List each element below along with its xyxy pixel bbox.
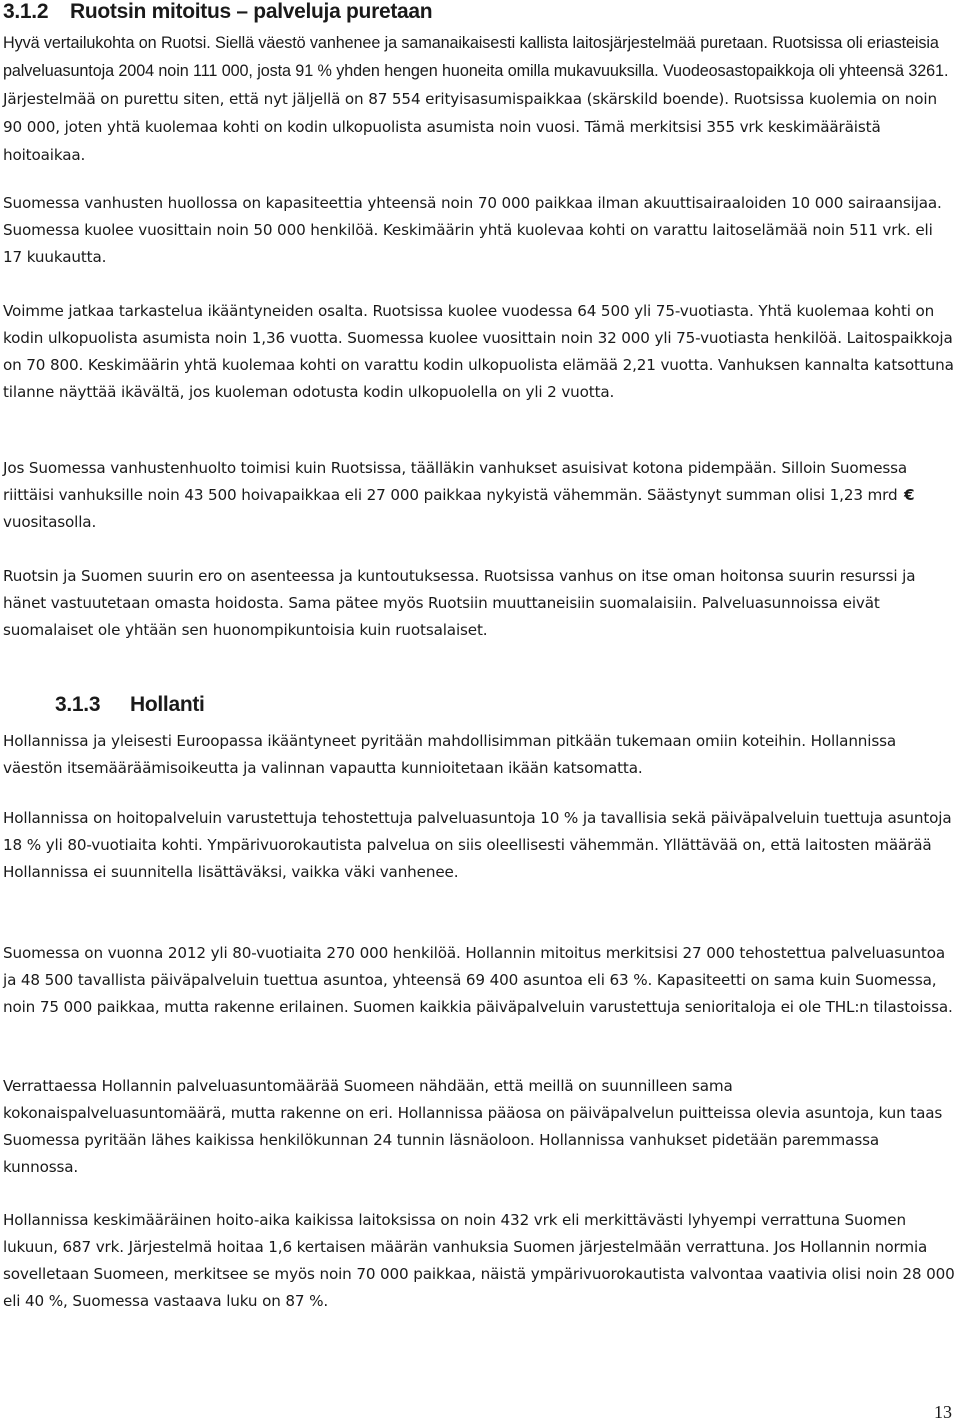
paragraph-ruotsi-intro <box>3 29 955 169</box>
paragraph-hoitoaika: Hollannissa keskimääräinen hoito-aika kaikissa laitoksissa on noin 432 vrk eli merkittävästi lyhyempi verrattuna Suomen lukuun, 687 vrk. Järjestelmä hoitaa 1,6 kertaisen määrän vanhuksia Suomen järjestelmään verrattuna. Jos Hollannin normia sovelletaan Suomeen, merkitsee se myös noin 70 000 paikkaa, näistä ympärivuorokautista valvontaa vaativia olisi noin 28 000 eli 40 %, Suomessa vastaava luku on 87 %. <box>3 1211 955 1310</box>
section-title: Hollanti <box>130 693 205 716</box>
paragraph-saasto <box>3 455 955 536</box>
paragraph-ruotsi-intro-part2: Järjestelmää on purettu siten, että nyt jäljellä on 87 554 erityisasumispaikkaa (skärskild boende). Ruotsissa kuolemia on noin 90 000, joten yhtä kuolemaa kohti on kodin ulkopuolista asumista noin vuosi. Tämä merkitsisi 355 vrk keskimääräistä hoitoaikaa. <box>3 90 937 164</box>
paragraph-saasto-text: Jos Suomessa vanhustenhuolto toimisi kuin Ruotsissa, täälläkin vanhukset asuisivat kotona pidempään. Silloin Suomessa riittäisi vanhuksille noin 43 500 hoivapaikkaa eli 27 000 paikkaa nykyistä vähemmän. Säästynyt summan olisi 1,23 mrd <box>3 459 908 504</box>
section-number: 3.1.3 <box>55 693 101 716</box>
paragraph-asenne: Ruotsin ja Suomen suurin ero on asenteessa ja kuntoutuksessa. Ruotsissa vanhus on itse oman hoitonsa suurin resurssi ja hänet vastuutetaan omasta hoidosta. Sama pätee myös Ruotsiin muuttaneisiin suomalaisiin. Palveluasunnoissa eivät suomalaiset ole yhtään sen huonompikuntoisia kuin ruotsalaiset. <box>3 567 916 639</box>
paragraph-ikaantyneet: Voimme jatkaa tarkastelua ikääntyneiden osalta. Ruotsissa kuolee vuodessa 64 500 yli 75-vuotiasta. Yhtä kuolemaa kohti on kodin ulkopuolista asumista noin 1,36 vuotta. Suomessa kuolee vuosittain noin 32 000 yli 75-vuotiasta henkilöä. Laitospaikkoja on 70 800. Keskimäärin yhtä kuolemaa kohti on varattu kodin ulkopuolista elämää 2,21 vuotta. Vanhuksen kannalta katsottuna tilanne näyttää ikävältä, jos kuoleman odotusta kodin ulkopuolella on yli 2 vuotta. <box>3 302 954 401</box>
euro-symbol: € <box>903 486 915 504</box>
paragraph-vertailu: Verrattaessa Hollannin palveluasuntomäärää Suomeen nähdään, että meillä on suunnilleen sama kokonaispalveluasuntomäärä, mutta rakenne on eri. Hollannissa pääosa on päiväpalvelun puitteissa olevia asuntoja, kun taas Suomessa pyritään lähes kaikissa henkilökunnan 24 tunnin läsnäoloon. Hollannissa vanhukset pidetään paremmassa kunnossa. <box>3 1077 943 1176</box>
paragraph-saasto-end: vuositasolla. <box>3 513 97 531</box>
section-title: Ruotsin mitoitus – palveluja puretaan <box>70 0 433 23</box>
section-heading-hollanti <box>55 693 205 717</box>
paragraph-hollanti-mitoitus: Suomessa on vuonna 2012 yli 80-vuotiaita 270 000 henkilöä. Hollannin mitoitus merkitsisi 27 000 tehostettua palveluasuntoa ja 48 500 tavallista päiväpalveluin tuettua asuntoa, yhteensä 69 400 asuntoa eli 63 %. Kapasiteetti on sama kuin Suomessa, noin 75 000 paikkaa, mutta rakenne erilainen. Suomen kaikkia päiväpalveluin varustettuja senioritaloja ei ole THL:n tilastoissa. <box>3 944 953 1016</box>
paragraph-ruotsi-intro-part1: Hyvä vertailukohta on Ruotsi. Siellä väestö vanhenee ja samanaikaisesti kallista laitosjärjestelmää puretaan. Ruotsissa oli eriasteisia palveluasuntoja 2004 noin 111 000, josta 91 % yhden hengen huoneita omilla mukavuuksilla. Vuodeosastopaikkoja oli yhteensä 3261. <box>3 34 949 80</box>
paragraph-hollanti-koti: Hollannissa ja yleisesti Euroopassa ikääntyneet pyritään mahdollisimman pitkään tukemaan omiin koteihin. Hollannissa väestön itsemääräämisoikeutta ja valinnan vapautta kunnioitetaan ikään katsomatta. <box>3 732 897 777</box>
page-number: 13 <box>934 1402 952 1422</box>
section-number: 3.1.2 <box>3 0 49 23</box>
paragraph-suomi-capacity: Suomessa vanhusten huollossa on kapasiteettia yhteensä noin 70 000 paikkaa ilman akuuttisairaaloiden 10 000 sairaansijaa. Suomessa kuolee vuosittain noin 50 000 henkilöä. Keskimäärin yhtä kuolevaa kohti on varattu laitoselämää noin 511 vrk. eli 17 kuukautta. <box>3 194 942 266</box>
paragraph-hollanti-palveluasunnot: Hollannissa on hoitopalveluin varustettuja tehostettuja palveluasuntoja 10 % ja tavallisia sekä päiväpalveluin tuettuja asuntoja 18 % yli 80-vuotiaita kohti. Ympärivuorokautista palvelua on siis oleellisesti vähemmän. Yllättävää on, että laitosten määrää Hollannissa ei suunnitella lisättäväksi, vaikka väki vanhenee. <box>3 809 952 881</box>
section-heading-ruotsi <box>3 0 432 24</box>
